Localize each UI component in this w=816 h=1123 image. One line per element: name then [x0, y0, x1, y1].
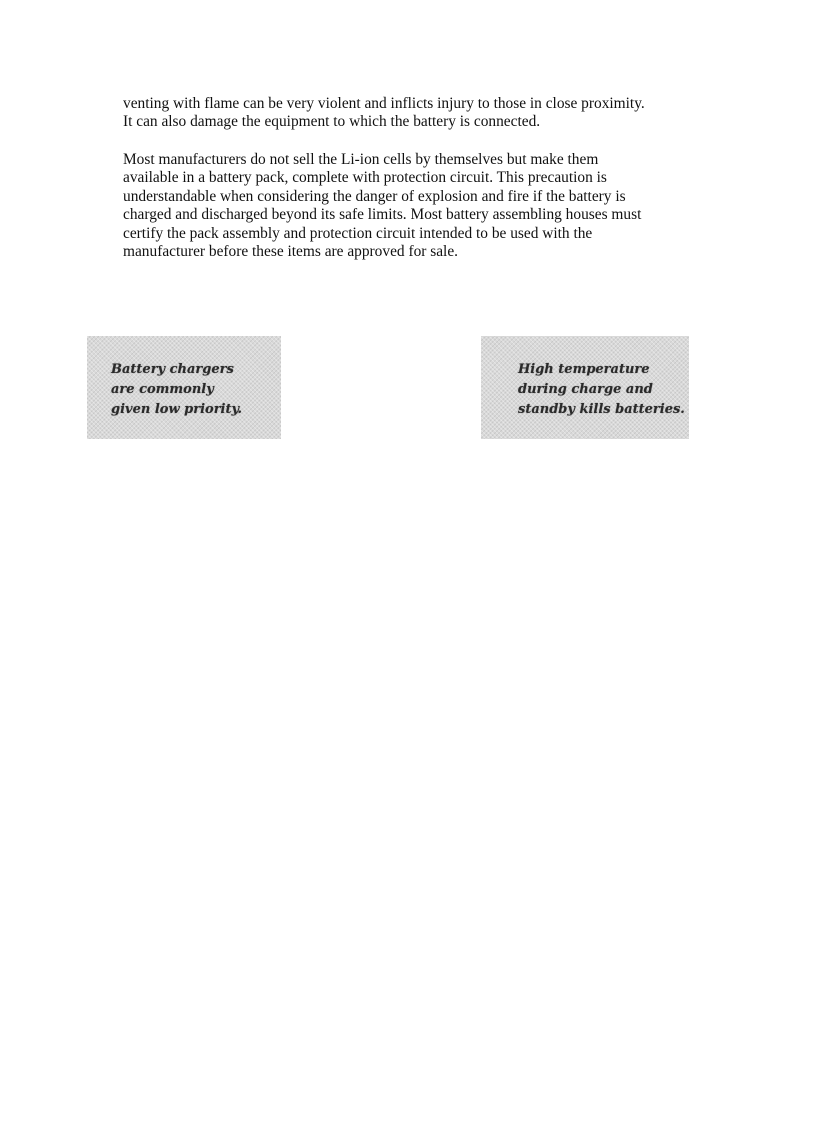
paragraph-line: understandable when considering the danger of explosion and fire if the battery is [123, 187, 626, 205]
callout-text [111, 360, 242, 420]
callout-line: given low priority. [111, 402, 243, 417]
paragraph-line: manufacturer before these items are approved for sale. [123, 243, 459, 261]
paragraph-line: It can also damage the equipment to which the battery is connected. [123, 113, 541, 131]
callout-line: High temperature [518, 362, 650, 377]
paragraph-line: Most manufacturers do not sell the Li-ion cells by themselves but make them [123, 151, 599, 168]
callout-chargers-low-priority [87, 336, 281, 439]
paragraph-venting [123, 95, 698, 132]
callout-line: are commonly [111, 382, 214, 397]
paragraph-manufacturers [123, 151, 698, 261]
paragraph-line: charged and discharged beyond its safe limits. Most battery assembling houses must [123, 206, 642, 224]
paragraph-line: certify the pack assembly and protection circuit intended to be used with the [123, 224, 593, 242]
callout-line: during charge and [518, 382, 653, 397]
callout-line: standby kills batteries. [518, 402, 685, 417]
paragraph-line: venting with flame can be very violent and inflicts injury to those in close proximity. [123, 95, 645, 112]
callout-line: Battery chargers [111, 362, 234, 377]
paragraph-line: available in a battery pack, complete with protection circuit. This precaution is [123, 169, 607, 187]
callout-high-temperature [481, 336, 689, 439]
callout-text [518, 360, 685, 420]
